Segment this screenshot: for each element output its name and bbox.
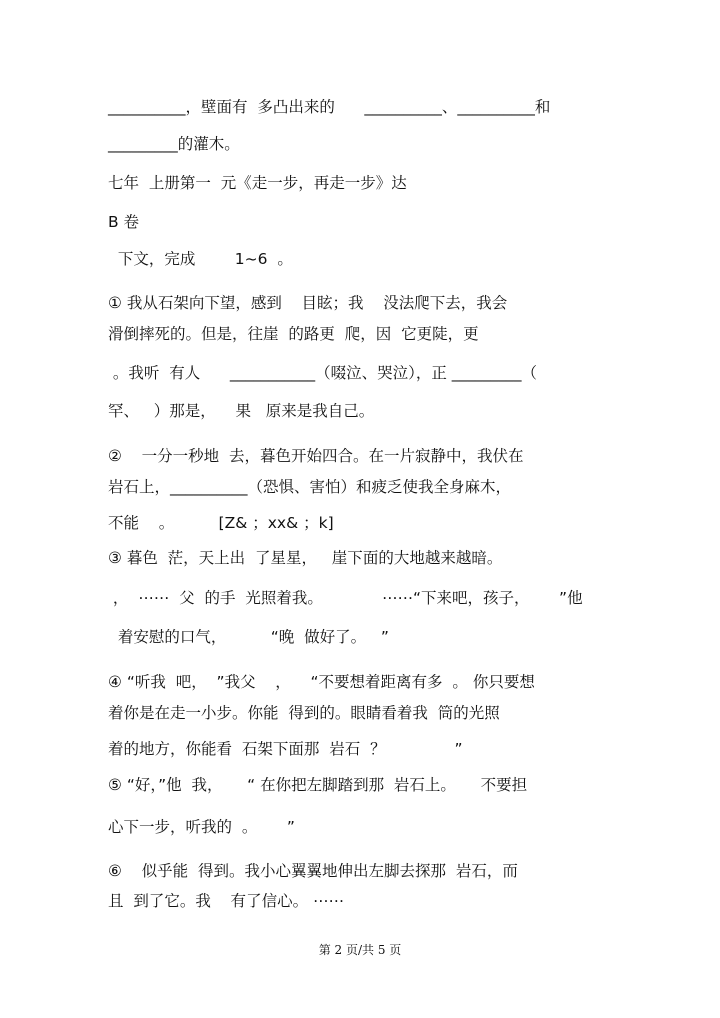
instruction-text: 下文，完成 1~6 。 <box>108 250 293 268</box>
paragraph-6-line: ⑥ 似乎能 得到。我小心翼翼地伸出左脚去探那 岩石，而 <box>108 862 518 880</box>
paragraph-6-line: 且 到了它。我 有了信心。 ⋯⋯ <box>108 892 344 910</box>
paragraph-5-line: ⑤ “好，”他 我， “ 在你把左脚踏到那 岩石上。 不要担 <box>108 776 528 794</box>
paragraph-3-line: ， ⋯⋯ 父 的手 光照着我。 ⋯⋯“下来吧，孩子， ”他 <box>108 589 583 607</box>
paragraph-2-line: 不能 。 [Z& ；xx& ；k] <box>108 514 334 532</box>
section-heading: 七年 上册第一 元《走一步，再走一步》达 <box>108 174 407 192</box>
paragraph-3-line: ③ 暮色 茫，天上出 了星星， 崖下面的大地越来越暗。 <box>108 549 503 567</box>
paragraph-2-line: ② 一分一秒地 去，暮色开始四合。在一片寂静中，我伏在 <box>108 447 524 465</box>
text-line: _________的灌木。 <box>108 135 240 153</box>
page-number-footer: 第 2 页/共 5 页 <box>318 943 402 957</box>
paragraph-1-line: 滑倒摔死的。但是，往崖 的路更 爬，因 它更陡，更 <box>108 325 479 343</box>
paragraph-1-line: 。我听 有人 ___________（啜泣、哭泣），正 _________（ <box>108 364 538 382</box>
paragraph-4-line: ④ “听我 吧， ”我父 ， “不要想着距离有多 。 你只要想 <box>108 673 535 691</box>
paragraph-4-line: 着的地方，你能看 石架下面那 岩石 ？ ” <box>108 740 463 758</box>
paragraph-4-line: 着你是在走一小步。你能 得到的。眼睛看着我 筒的光照 <box>108 704 500 722</box>
paragraph-5-line: 心下一步，听我的 。 ” <box>108 818 295 836</box>
paragraph-1-line: ① 我从石架向下望，感到 目眩；我 没法爬下去，我会 <box>108 294 508 312</box>
paragraph-3-line: 着安慰的口气， “晚 做好了。 ” <box>108 628 389 646</box>
paragraph-2-line: 岩石上，__________（恐惧、害怕）和疲乏使我全身麻木， <box>108 478 512 496</box>
section-label: B 卷 <box>108 213 140 231</box>
text-line: __________，壁面有 多凸出来的 __________、__________和 <box>108 98 551 116</box>
paragraph-1-line: 罕、 ）那是， 果 原来是我自己。 <box>108 402 375 420</box>
